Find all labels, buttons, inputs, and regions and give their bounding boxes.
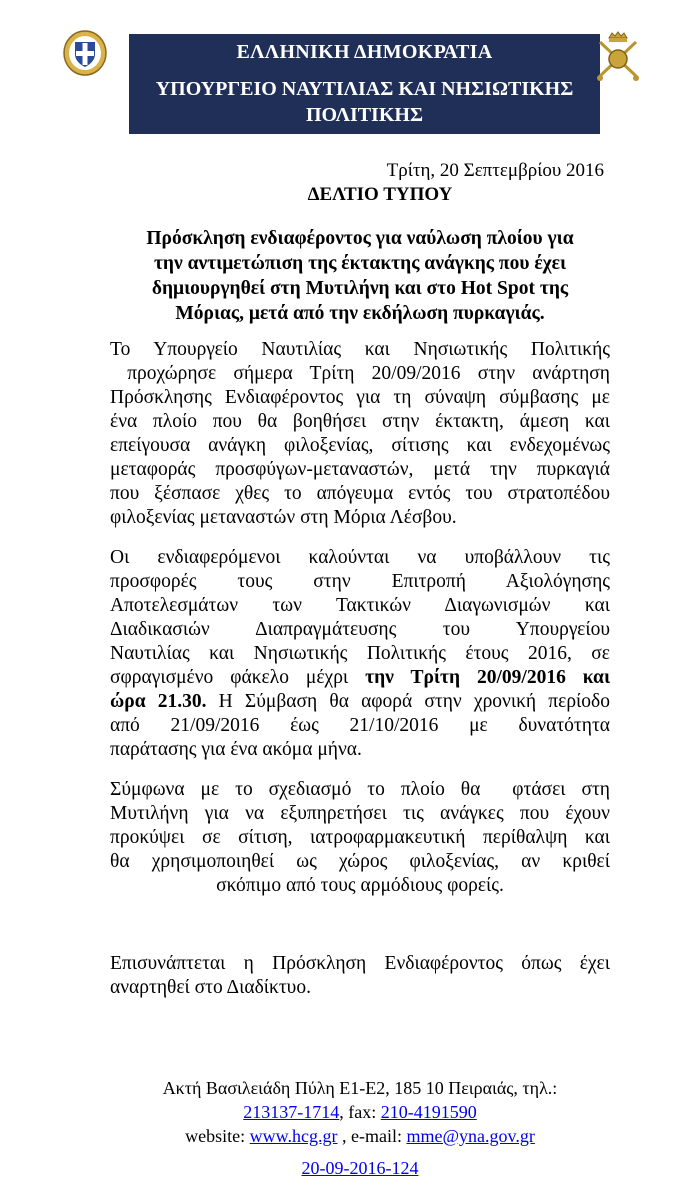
subject-line: Πρόσκληση ενδιαφέροντος για ναύλωση πλοίου για	[146, 228, 574, 249]
greek-coat-of-arms-icon	[62, 30, 108, 76]
fax-label: , fax:	[339, 1102, 381, 1122]
press-release-subject	[110, 226, 610, 326]
paragraph-line: Διαδικασιών Διαπραγμάτευσης του Υπουργείου	[110, 619, 610, 640]
press-release-date: Τρίτη, 20 Σεπτεμβρίου 2016	[386, 160, 604, 181]
header-title-line2: ΥΠΟΥΡΓΕΙΟ ΝΑΥΤΙΛΙΑΣ ΚΑΙ ΝΗΣΙΩΤΙΚΗΣ	[155, 78, 574, 100]
footer-web-email-line	[100, 1124, 620, 1148]
header-title-line3: ΠΟΛΙΤΙΚΗΣ	[305, 104, 424, 126]
paragraph-line: Μυτιλήνη για να εξυπηρετήσει τις ανάγκες που έχουν	[110, 803, 610, 824]
footer-address: Ακτή Βασιλειάδη Πύλη Ε1-Ε2, 185 10 Πειραιάς, τηλ.:	[162, 1078, 558, 1098]
paragraph-line: προχώρησε σήμερα Τρίτη 20/09/2016 στην ανάρτηση	[110, 363, 610, 384]
website-link[interactable]: www.hcg.gr	[249, 1126, 338, 1146]
website-label: website:	[185, 1126, 250, 1146]
paragraph-line: από 21/09/2016 έως 21/10/2016 με δυνατότητα	[110, 715, 610, 736]
subject-line: την αντιμετώπιση της έκτακτης ανάγκης που έχει	[153, 253, 567, 274]
fax-link[interactable]: 210-4191590	[380, 1102, 477, 1122]
paragraph-line: αναρτηθεί στο Διαδίκτυο.	[110, 977, 311, 998]
paragraph-line	[110, 690, 610, 714]
paragraph-line: Οι ενδιαφερόμενοι καλούνται να υποβάλλουν τις	[110, 547, 610, 568]
email-label: , e-mail:	[337, 1126, 407, 1146]
body-paragraph-4	[110, 952, 610, 1000]
paragraph-line: σκόπιμο από τους αρμόδιους φορείς.	[216, 875, 504, 896]
email-link[interactable]: mme@yna.gov.gr	[406, 1126, 535, 1146]
subject-line: δημιουργηθεί στη Μυτιλήνη και στο Hot Spot της	[151, 278, 569, 299]
subject-line: Μόριας, μετά από την εκδήλωση πυρκαγιάς.	[175, 303, 545, 324]
body-paragraph-3	[110, 778, 610, 898]
paragraph-text: Η Σύμβαση θα αφορά στην χρονική περίοδο	[206, 691, 610, 712]
ministry-header-band	[129, 34, 600, 134]
deadline-bold-text: την Τρίτη 20/09/2016 και	[365, 667, 610, 688]
footer-doc-id-line	[100, 1156, 620, 1180]
coast-guard-emblem-icon	[590, 28, 646, 86]
press-release-title: ΔΕΛΤΙΟ ΤΥΠΟΥ	[307, 184, 453, 205]
paragraph-line: Αποτελεσμάτων των Τακτικών Διαγωνισμών και	[110, 595, 610, 616]
paragraph-line: μεταφοράς προσφύγων-μεταναστών, μετά την πυρκαγιά	[110, 459, 610, 480]
paragraph-line: Πρόσκλησης Ενδιαφέροντος για τη σύναψη σύμβασης με	[110, 387, 610, 408]
paragraph-line: που ξέσπασε χθες το απόγευμα εντός του στρατοπέδου	[110, 483, 610, 504]
paragraph-line: φιλοξενίας μεταναστών στη Μόρια Λέσβου.	[110, 507, 457, 528]
header-title-line1: ΕΛΛΗΝΙΚΗ ΔΗΜΟΚΡΑΤΙΑ	[236, 41, 493, 63]
paragraph-line: προκύψει σε σίτιση, ιατροφαρμακευτική περίθαλψη και	[110, 827, 610, 848]
body-paragraph-1	[110, 338, 610, 530]
paragraph-line: επείγουσα ανάγκη φιλοξενίας, σίτισης και ενδεχομένως	[110, 435, 610, 456]
paragraph-line	[110, 666, 610, 690]
paragraph-line: Σύμφωνα με το σχεδιασμό το πλοίο θα φτάσει στη	[110, 779, 610, 800]
paragraph-line: Επισυνάπτεται η Πρόσκληση Ενδιαφέροντος όπως έχει	[110, 953, 610, 974]
contact-footer	[100, 1076, 620, 1180]
document-id-link[interactable]: 20-09-2016-124	[301, 1158, 419, 1178]
paragraph-line: παράτασης για ένα ακόμα μήνα.	[110, 739, 362, 760]
paragraph-line: ένα πλοίο που θα βοηθήσει στην έκτακτη, άμεση και	[110, 411, 610, 432]
phone-link[interactable]: 213137-1714	[243, 1102, 340, 1122]
paragraph-line: Ναυτιλίας και Νησιωτικής Πολιτικής έτους 2016, σε	[110, 643, 610, 664]
body-paragraph-2	[110, 546, 610, 762]
paragraph-line: θα χρησιμοποιηθεί ως χώρος φιλοξενίας, αν κριθεί	[110, 851, 610, 872]
paragraph-text: σφραγισμένο φάκελο μέχρι	[110, 667, 366, 688]
paragraph-line: Το Υπουργείο Ναυτιλίας και Νησιωτικής Πολιτικής	[110, 339, 610, 360]
deadline-time-bold-text: ώρα 21.30.	[110, 691, 207, 712]
paragraph-line: προσφορές τους στην Επιτροπή Αξιολόγησης	[110, 571, 610, 592]
footer-phone-fax-line	[100, 1100, 620, 1124]
